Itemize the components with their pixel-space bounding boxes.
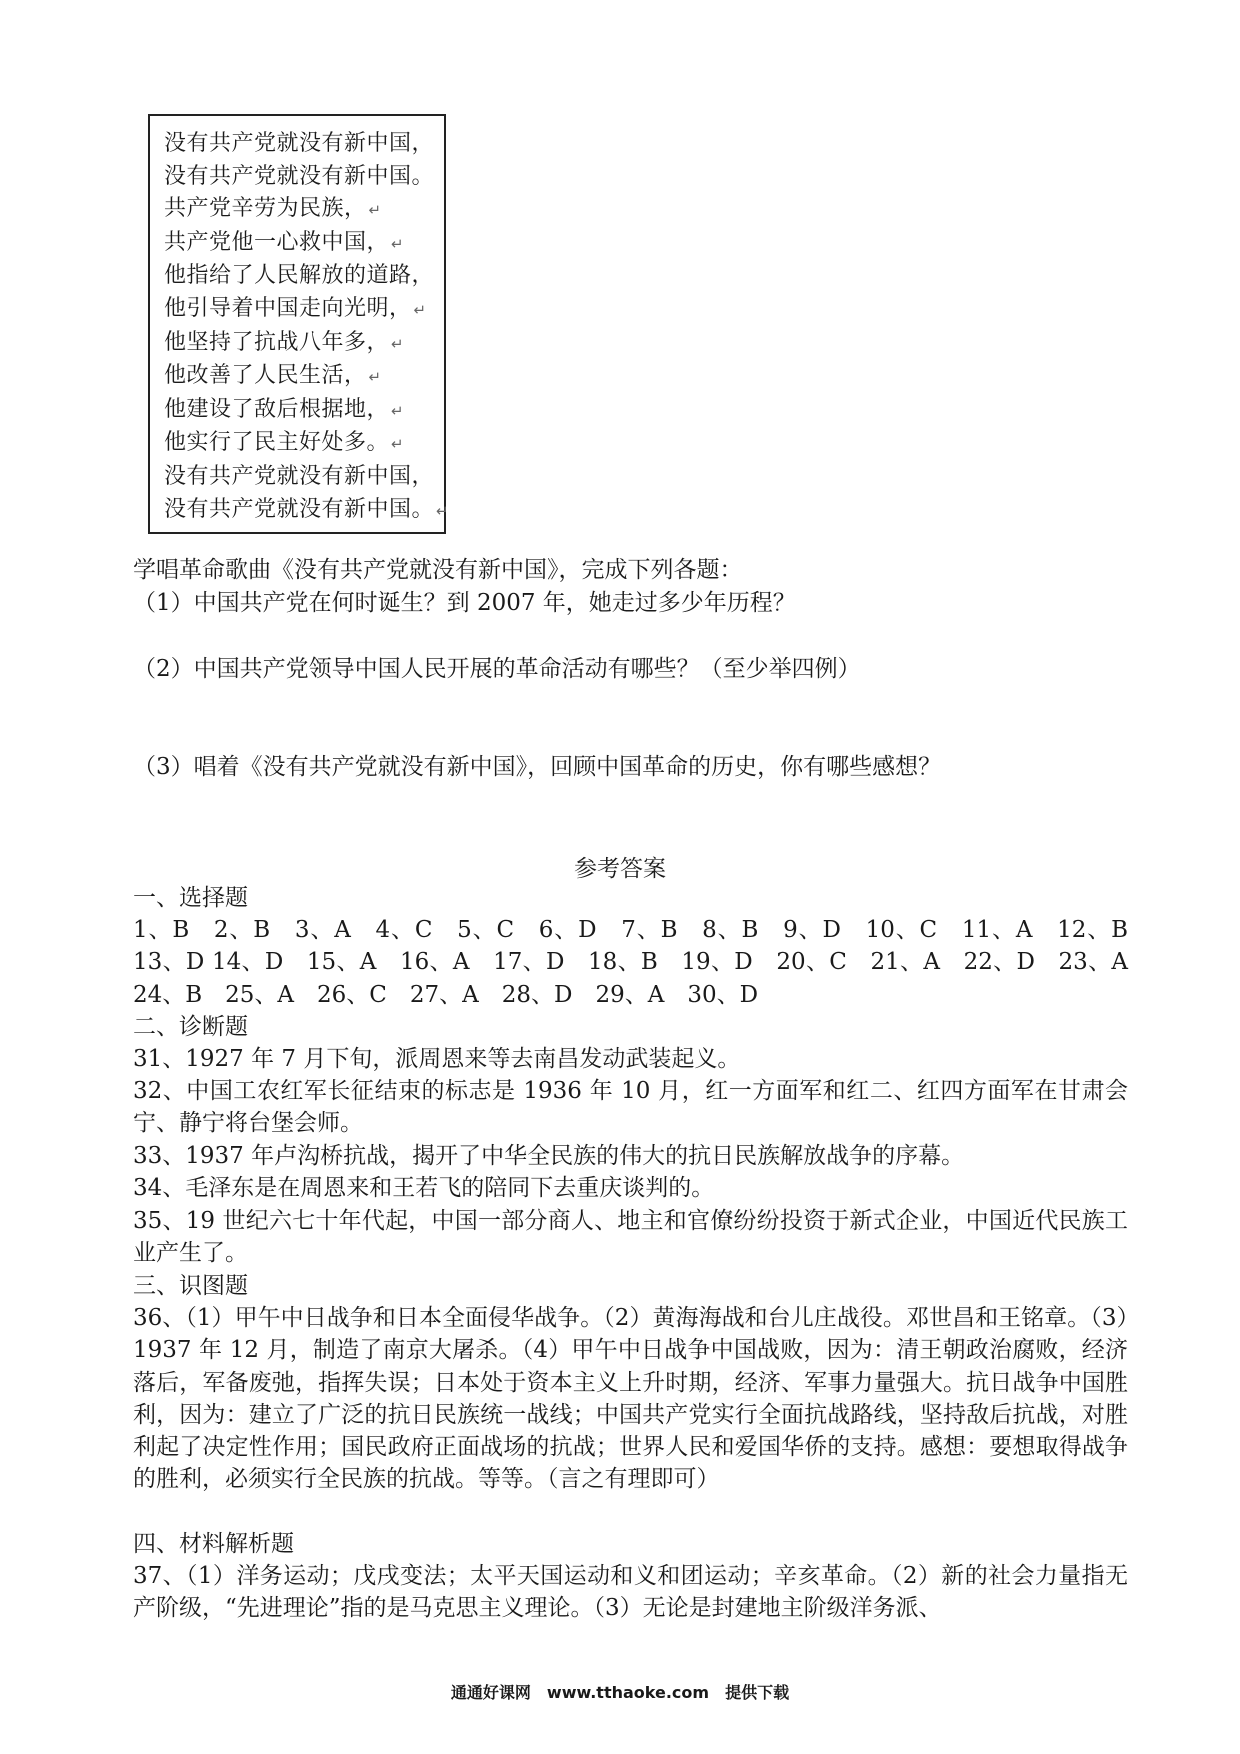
poem-line-text: 没有共产党就没有新中国， — [164, 463, 435, 489]
section-2-heading: 二、诊断题 — [133, 1014, 248, 1040]
question-2: （2）中国共产党领导中国人民开展的革命活动有哪些？（至少举四例） — [133, 656, 861, 682]
answer-32: 32、中国工农红军长征结束的标志是 1936 年 10 月，红一方面军和红二、红四方面军在甘肃会宁、静宁将台堡会师。 — [133, 1078, 1128, 1137]
poem-line-text: 他改善了人民生活， — [164, 363, 367, 389]
answer-36: 36、（1）甲午中日战争和日本全面侵华战争。（2）黄海海战和台儿庄战役。邓世昌和王铭章。（3）1937 年 12 月，制造了南京大屠杀。（4）甲午中日战争中国战败，因为：清王朝政治腐败，经济落后，军备废弛，指挥失误；日本处于资本主义上升时期，经济、军事力量强大。抗日战争中国胜利，因为：建立了广泛的抗日民族统一战线；中国共产党实行全面抗战路线，坚持敌后抗战，对胜利起了决定性作用；国民政府正面战场的抗战；世界人民和爱国华侨的支持。感想：要想取得战争的胜利，必须实行全民族的抗战。等等。（言之有理即可） — [133, 1305, 1128, 1493]
poem-line — [164, 161, 434, 194]
paragraph-return-mark: ↵ — [368, 201, 382, 220]
question-intro: 学唱革命歌曲《没有共产党就没有新中国》，完成下列各题： — [133, 557, 743, 583]
poem-box — [148, 114, 450, 534]
paragraph-return-mark: ↵ — [368, 368, 382, 387]
paragraph-return-mark: ↵ — [436, 501, 450, 520]
poem-line-text: 共产党他一心救中国， — [164, 229, 390, 255]
poem-line — [164, 427, 434, 461]
poem-line-text: 他引导着中国走向光明， — [164, 295, 412, 321]
poem-lines — [164, 128, 450, 527]
poem-line-text: 没有共产党就没有新中国， — [164, 131, 435, 156]
poem-line — [164, 293, 434, 327]
poem-line — [164, 394, 434, 428]
page-footer: 通通好课网 www.tthaoke.com 提供下载 — [450, 1683, 790, 1702]
paragraph-return-mark: ↵ — [391, 435, 405, 454]
poem-line — [164, 461, 434, 494]
poem-line-text: 他坚持了抗战八年多， — [164, 329, 390, 355]
answer-31: 31、1927 年 7 月下旬，派周恩来等去南昌发动武装起义。 — [133, 1046, 741, 1072]
section-1-heading: 一、选择题 — [133, 885, 248, 911]
question-3: （3）唱着《没有共产党就没有新中国》，回顾中国革命的历史，你有哪些感想？ — [133, 754, 942, 780]
answers-title: 参考答案 — [574, 856, 666, 882]
question-1: （1）中国共产党在何时诞生？到 2007 年，她走过多少年历程？ — [133, 590, 796, 616]
paragraph-return-mark: ↵ — [391, 234, 405, 253]
paragraph-return-mark: ↵ — [391, 401, 405, 420]
poem-line — [164, 494, 450, 528]
poem-line-text: 没有共产党就没有新中国。 — [164, 496, 435, 522]
poem-line — [164, 260, 434, 293]
poem-line-text: 共产党辛劳为民族， — [164, 196, 367, 222]
section-4-heading: 四、材料解析题 — [133, 1531, 294, 1557]
answer-35: 35、19 世纪六七十年代起，中国一部分商人、地主和官僚纷纷投资于新式企业，中国近代民族工业产生了。 — [133, 1208, 1128, 1267]
section-1-answers: 1、B 2、B 3、A 4、C 5、C 6、D 7、B 8、B 9、D 10、C 11、A 12、B 13、D 14、D 15、A 16、A 17、D 18、B 19、D 20、C 21、A 22、D 23、A 24、B 25、A 26、C 27、A 28、D 29、A 30、D — [133, 917, 1151, 1008]
poem-line — [164, 128, 434, 161]
poem-line — [164, 227, 434, 261]
answer-37: 37、（1）洋务运动；戊戌变法；太平天国运动和义和团运动；辛亥革命。（2）新的社会力量指无产阶级，“先进理论”指的是马克思主义理论。（3）无论是封建地主阶级洋务派、 — [133, 1563, 1128, 1622]
poem-line-text: 他建设了敌后根据地， — [164, 396, 390, 422]
paragraph-return-mark: ↵ — [413, 300, 427, 319]
section-3-heading: 三、识图题 — [133, 1273, 248, 1299]
poem-line-text: 没有共产党就没有新中国。 — [164, 163, 435, 189]
poem-line — [164, 193, 434, 227]
poem-line-text: 他实行了民主好处多。 — [164, 430, 390, 456]
answer-34: 34、毛泽东是在周恩来和王若飞的陪同下去重庆谈判的。 — [133, 1175, 715, 1201]
poem-line — [164, 360, 434, 394]
poem-line — [164, 327, 434, 361]
poem-line-text: 他指给了人民解放的道路， — [164, 263, 435, 289]
paragraph-return-mark: ↵ — [391, 334, 405, 353]
answer-33: 33、1937 年卢沟桥抗战，揭开了中华全民族的伟大的抗日民族解放战争的序幕。 — [133, 1143, 965, 1169]
